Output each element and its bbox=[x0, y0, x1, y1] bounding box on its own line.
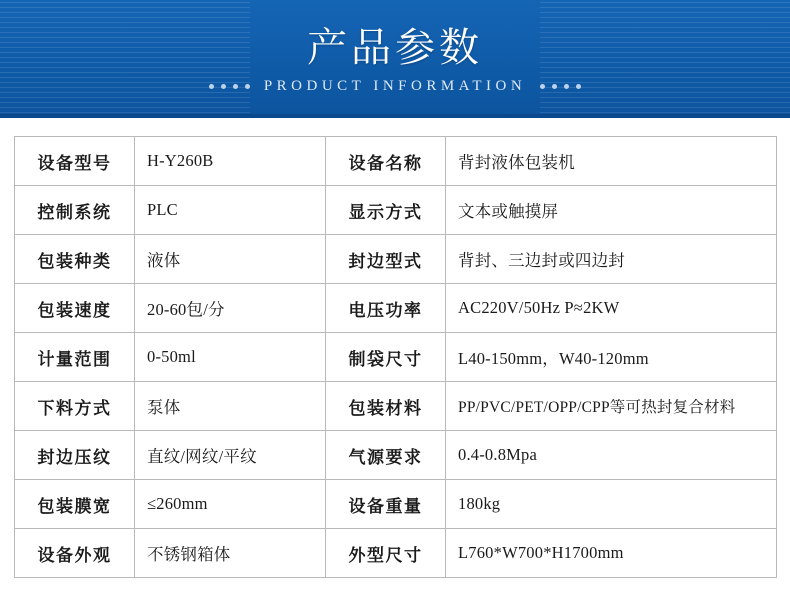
spec-label: 设备外观 bbox=[15, 529, 135, 578]
decorative-dots-left bbox=[209, 84, 250, 89]
spec-value: 不锈钢箱体 bbox=[135, 529, 326, 578]
spec-label: 封边压纹 bbox=[15, 431, 135, 480]
spec-table bbox=[14, 136, 777, 578]
banner-content bbox=[0, 0, 790, 118]
spec-label: 计量范围 bbox=[15, 333, 135, 382]
spec-label: 下料方式 bbox=[15, 382, 135, 431]
table-row bbox=[15, 333, 777, 382]
spec-label: 气源要求 bbox=[326, 431, 446, 480]
spec-table-container bbox=[14, 136, 776, 578]
spec-value: ≤260mm bbox=[135, 480, 326, 529]
spec-value: 文本或触摸屏 bbox=[446, 186, 777, 235]
table-row bbox=[15, 186, 777, 235]
spec-value: 180kg bbox=[446, 480, 777, 529]
banner-bottom-divider bbox=[0, 114, 790, 118]
table-row bbox=[15, 529, 777, 578]
spec-value: PLC bbox=[135, 186, 326, 235]
page-title: 产品参数 bbox=[307, 24, 483, 71]
banner-subtitle-row bbox=[209, 78, 581, 95]
spec-label: 外型尺寸 bbox=[326, 529, 446, 578]
table-row bbox=[15, 431, 777, 480]
spec-label: 包装速度 bbox=[15, 284, 135, 333]
spec-value: 直纹/网纹/平纹 bbox=[135, 431, 326, 480]
spec-value: AC220V/50Hz P≈2KW bbox=[446, 284, 777, 333]
spec-value: PP/PVC/PET/OPP/CPP等可热封复合材料 bbox=[446, 382, 777, 431]
spec-value: L40-150mm，W40-120mm bbox=[446, 333, 777, 382]
spec-value: 20-60包/分 bbox=[135, 284, 326, 333]
table-row bbox=[15, 480, 777, 529]
spec-label: 包装膜宽 bbox=[15, 480, 135, 529]
spec-value: L760*W700*H1700mm bbox=[446, 529, 777, 578]
spec-value: H-Y260B bbox=[135, 137, 326, 186]
spec-label: 设备名称 bbox=[326, 137, 446, 186]
spec-value: 液体 bbox=[135, 235, 326, 284]
spec-label: 控制系统 bbox=[15, 186, 135, 235]
spec-value: 背封液体包装机 bbox=[446, 137, 777, 186]
spec-label: 设备型号 bbox=[15, 137, 135, 186]
spec-value: 0-50ml bbox=[135, 333, 326, 382]
spec-value: 背封、三边封或四边封 bbox=[446, 235, 777, 284]
spec-label: 包装材料 bbox=[326, 382, 446, 431]
spec-label: 电压功率 bbox=[326, 284, 446, 333]
table-row bbox=[15, 137, 777, 186]
header-banner bbox=[0, 0, 790, 118]
table-row bbox=[15, 382, 777, 431]
spec-value: 泵体 bbox=[135, 382, 326, 431]
table-row bbox=[15, 235, 777, 284]
spec-table-body bbox=[15, 137, 777, 578]
table-row bbox=[15, 284, 777, 333]
decorative-dots-right bbox=[540, 84, 581, 89]
spec-label: 设备重量 bbox=[326, 480, 446, 529]
spec-label: 封边型式 bbox=[326, 235, 446, 284]
spec-label: 包装种类 bbox=[15, 235, 135, 284]
spec-label: 显示方式 bbox=[326, 186, 446, 235]
page-subtitle: PRODUCT INFORMATION bbox=[263, 77, 527, 94]
spec-label: 制袋尺寸 bbox=[326, 333, 446, 382]
spec-value: 0.4-0.8Mpa bbox=[446, 431, 777, 480]
